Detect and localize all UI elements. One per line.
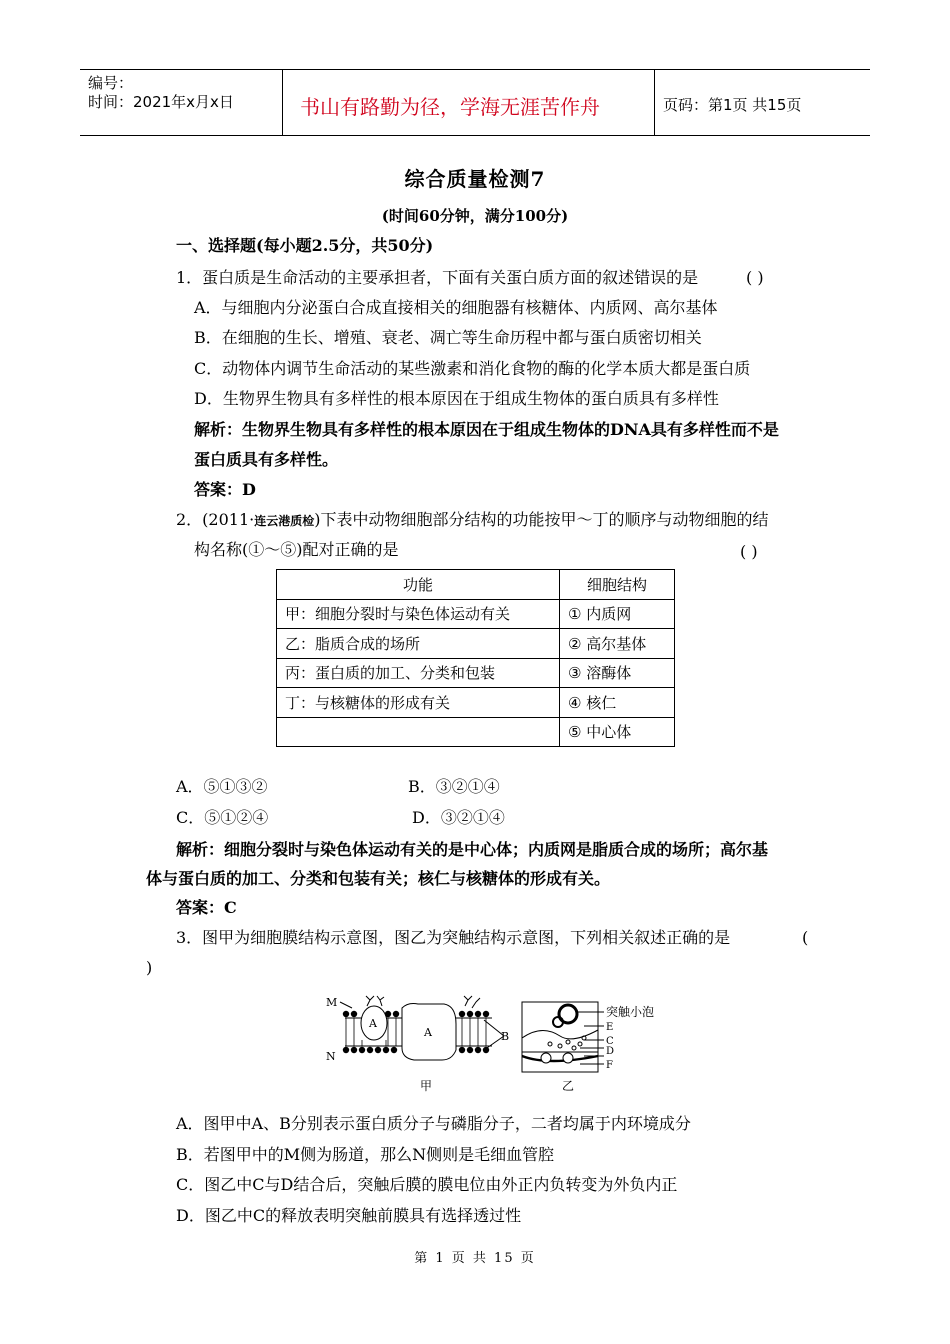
table-row (277, 658, 675, 688)
q1-analysis-line2: 蛋白质具有多样性。 (194, 450, 339, 469)
q1-option-d: D．生物界生物具有多样性的根本原因在于组成生物体的蛋白质具有多样性 (194, 389, 719, 408)
q2-option-a: A．⑤①③② (176, 777, 268, 796)
label-vesicle: 突触小泡 (606, 1005, 655, 1019)
membrane-synapse-figure (322, 994, 662, 1098)
page-footer: 第 1 页 共 15 页 (414, 1251, 536, 1266)
label-n: N (326, 1050, 336, 1063)
label-a-big: A (424, 1026, 432, 1039)
page-subtitle: (时间60分钟，满分100分) (381, 207, 569, 225)
q2-option-d: D．③②①④ (412, 808, 505, 827)
label-f: F (606, 1060, 613, 1071)
q3-paren-close: ) (146, 958, 153, 977)
q2-stem-line1 (176, 510, 769, 531)
table-cell-function: 丙：蛋白质的加工、分类和包装 (277, 658, 560, 688)
label-a-small: A (369, 1017, 377, 1030)
q2-stem-line2: 构名称(①～⑤)配对正确的是 (194, 540, 399, 559)
table-cell-structure: ① 内质网 (560, 599, 675, 629)
time-label: 时间：2021年x月x日 (88, 93, 234, 111)
label-m: M (326, 996, 338, 1009)
q3-option-c: C．图乙中C与D结合后，突触后膜的膜电位由外正内负转变为外负内正 (176, 1175, 678, 1194)
label-b: B (501, 1030, 510, 1043)
table-header-structure: 细胞结构 (560, 570, 675, 600)
table-row (277, 629, 675, 659)
q1-option-c: C．动物体内调节生命活动的某些激素和消化食物的酶的化学本质大都是蛋白质 (194, 359, 751, 378)
table-cell-structure: ⑤ 中心体 (560, 717, 675, 747)
table-header-row (277, 570, 675, 600)
table-row (277, 599, 675, 629)
q3-paren-open: ( (802, 928, 809, 947)
page-info: 页码：第1页 共15页 (663, 96, 802, 114)
table-cell-structure: ④ 核仁 (560, 688, 675, 718)
q2-answer: 答案：C (176, 898, 237, 917)
q1-analysis-line1: 解析：生物界生物具有多样性的根本原因在于组成生物体的DNA具有多样性而不是 (194, 420, 779, 439)
q2-analysis-line2: 体与蛋白质的加工、分类和包装有关；核仁与核糖体的形成有关。 (146, 869, 611, 888)
q2-answer-paren: ( ) (740, 542, 758, 561)
section-heading: 一、选择题(每小题2.5分，共50分) (176, 236, 434, 255)
table-cell-function: 甲：细胞分裂时与染色体运动有关 (277, 599, 560, 629)
table-cell-structure: ② 高尔基体 (560, 629, 675, 659)
synapse-diagram (522, 1002, 604, 1072)
q1-option-a: A．与细胞内分泌蛋白合成直接相关的细胞器有核糖体、内质网、高尔基体 (194, 298, 718, 317)
label-d: D (606, 1046, 615, 1057)
q2-stem-rest: )下表中动物细胞部分结构的功能按甲～丁的顺序与动物细胞的结 (314, 510, 769, 529)
function-structure-table (276, 569, 675, 747)
table-row (277, 688, 675, 718)
table-row (277, 717, 675, 747)
caption-right: 乙 (562, 1079, 575, 1093)
q2-option-c: C．⑤①②④ (176, 808, 269, 827)
q2-stem-prefix: 2．(2011· (176, 510, 255, 529)
q1-stem: 1．蛋白质是生命活动的主要承担者，下面有关蛋白质方面的叙述错误的是 (176, 268, 699, 287)
label-c: C (606, 1036, 614, 1047)
number-label: 编号： (88, 74, 134, 92)
q2-analysis-line1: 解析：细胞分裂时与染色体运动有关的是中心体；内质网是脂质合成的场所；高尔基 (176, 840, 769, 859)
table-cell-structure: ③ 溶酶体 (560, 658, 675, 688)
motto: 书山有路勤为径，学海无涯苦作舟 (300, 95, 600, 119)
q1-answer: 答案：D (194, 480, 256, 499)
q3-option-b: B．若图甲中的M侧为肠道，那么N侧则是毛细血管腔 (176, 1145, 555, 1164)
q1-option-b: B．在细胞的生长、增殖、衰老、凋亡等生命历程中都与蛋白质密切相关 (194, 328, 702, 347)
q3-option-d: D．图乙中C的释放表明突触前膜具有选择透过性 (176, 1206, 522, 1225)
label-e: E (606, 1022, 614, 1033)
table-cell-function: 乙：脂质合成的场所 (277, 629, 560, 659)
table-header-function: 功能 (277, 570, 560, 600)
page-title: 综合质量检测7 (404, 167, 546, 191)
q3-option-a: A．图甲中A、B分别表示蛋白质分子与磷脂分子，二者均属于内环境成分 (176, 1114, 691, 1133)
caption-left: 甲 (420, 1079, 433, 1093)
q3-stem: 3．图甲为细胞膜结构示意图，图乙为突触结构示意图，下列相关叙述正确的是 (176, 928, 731, 947)
q2-source: 连云港质检 (254, 514, 315, 528)
q2-option-b: B．③②①④ (408, 777, 500, 796)
q1-answer-paren: ( ) (746, 268, 764, 287)
table-cell-function (277, 717, 560, 747)
table-cell-function: 丁：与核糖体的形成有关 (277, 688, 560, 718)
